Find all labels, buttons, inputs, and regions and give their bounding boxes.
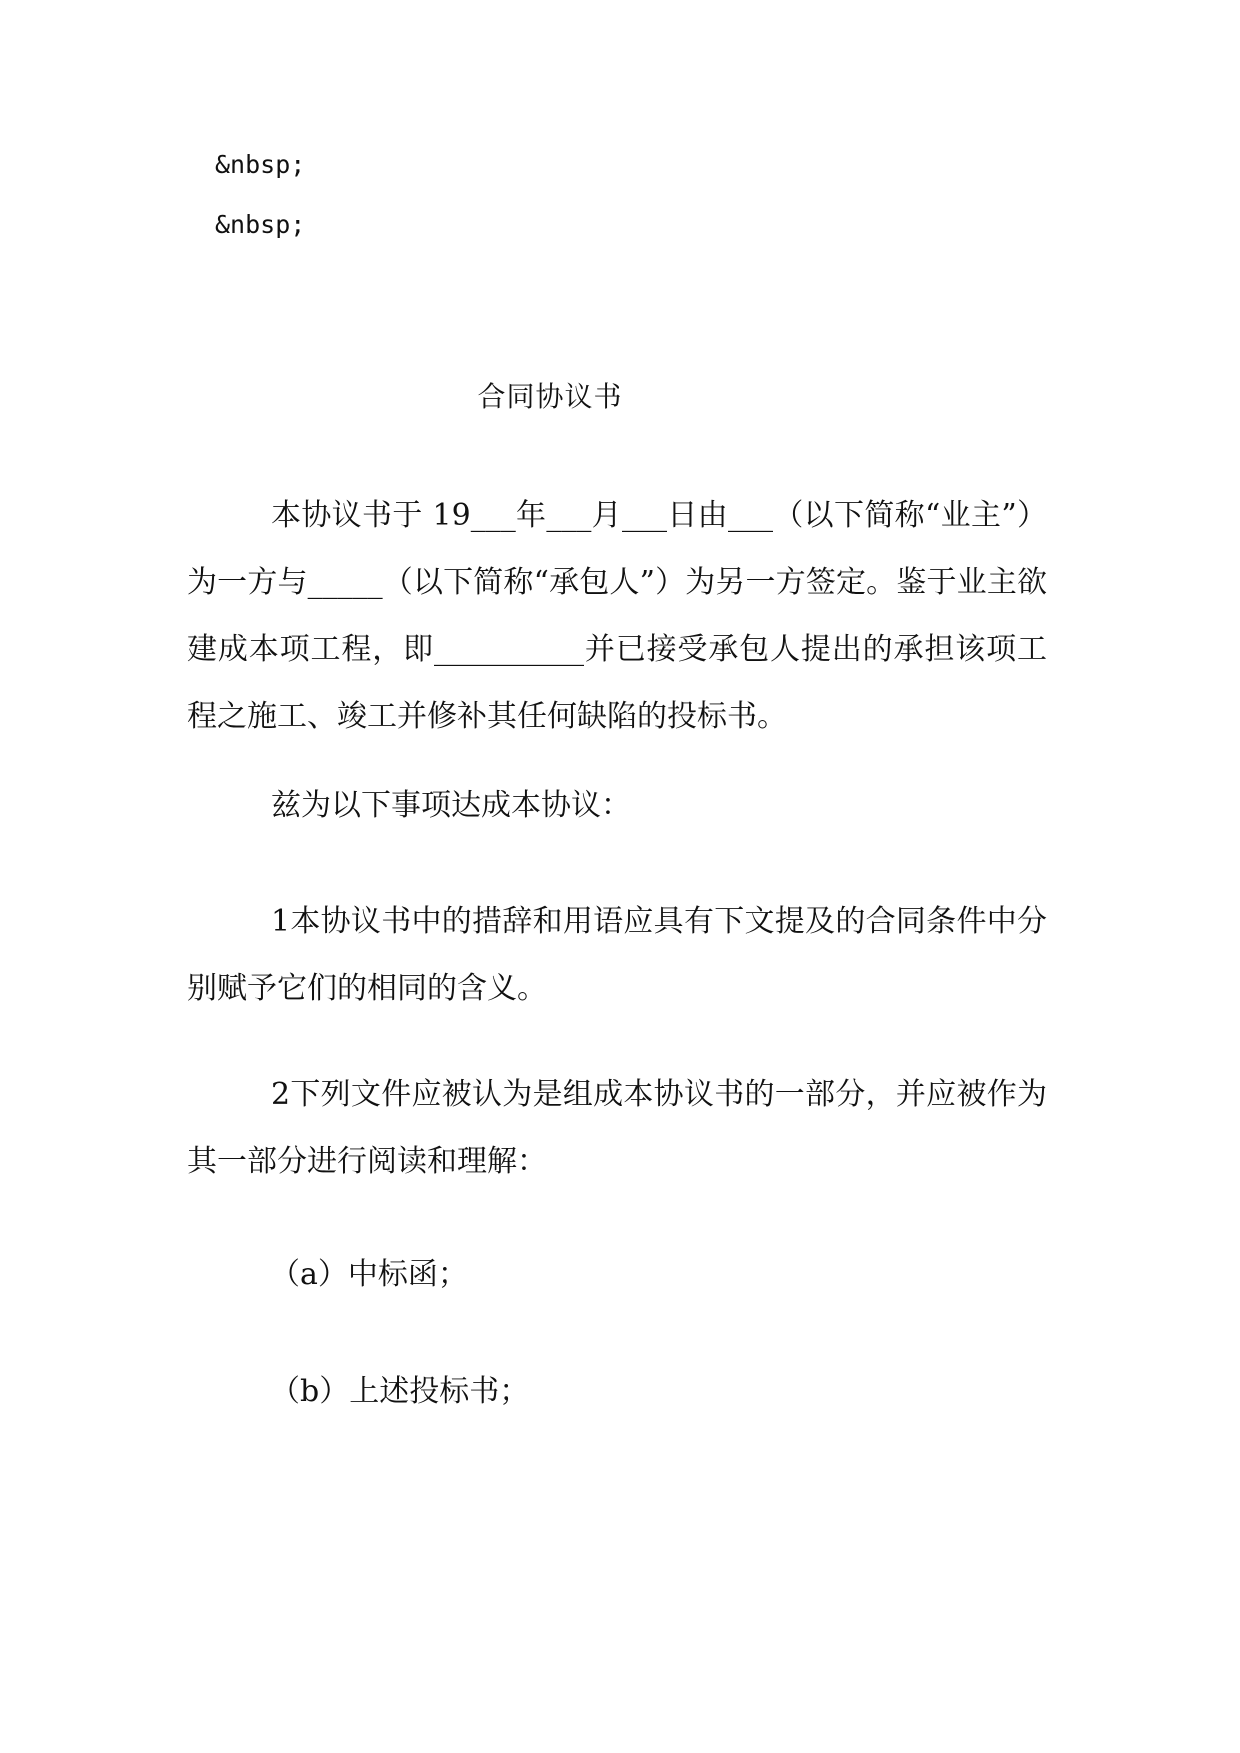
clause-1-paragraph: 1本协议书中的措辞和用语应具有下文提及的合同条件中分别赋予它们的相同的含义。 <box>187 904 1047 1006</box>
agreement-paragraph: 兹为以下事项达成本协议： <box>271 788 631 823</box>
intro-paragraph: 本协议书于 19___年___月___日由___（以下简称“业主”）为一方与_____（以下简称“承包人”）为另一方签定。鉴于业主欲建成本项工程，即__________并已接受承包人提出的承担该项工程之施工、竣工并修补其任何缺陷的投标书。 <box>187 498 1047 734</box>
raw-entity-line-1: &nbsp; <box>215 150 306 179</box>
list-item-b: （b）上述投标书； <box>270 1374 530 1409</box>
clause-2-paragraph: 2下列文件应被认为是组成本协议书的一部分，并应被作为其一部分进行阅读和理解： <box>187 1077 1047 1179</box>
list-item-a: （a）中标函； <box>270 1257 468 1292</box>
raw-entity-line-2: &nbsp; <box>215 210 306 239</box>
document-title: 合同协议书 <box>477 380 623 413</box>
